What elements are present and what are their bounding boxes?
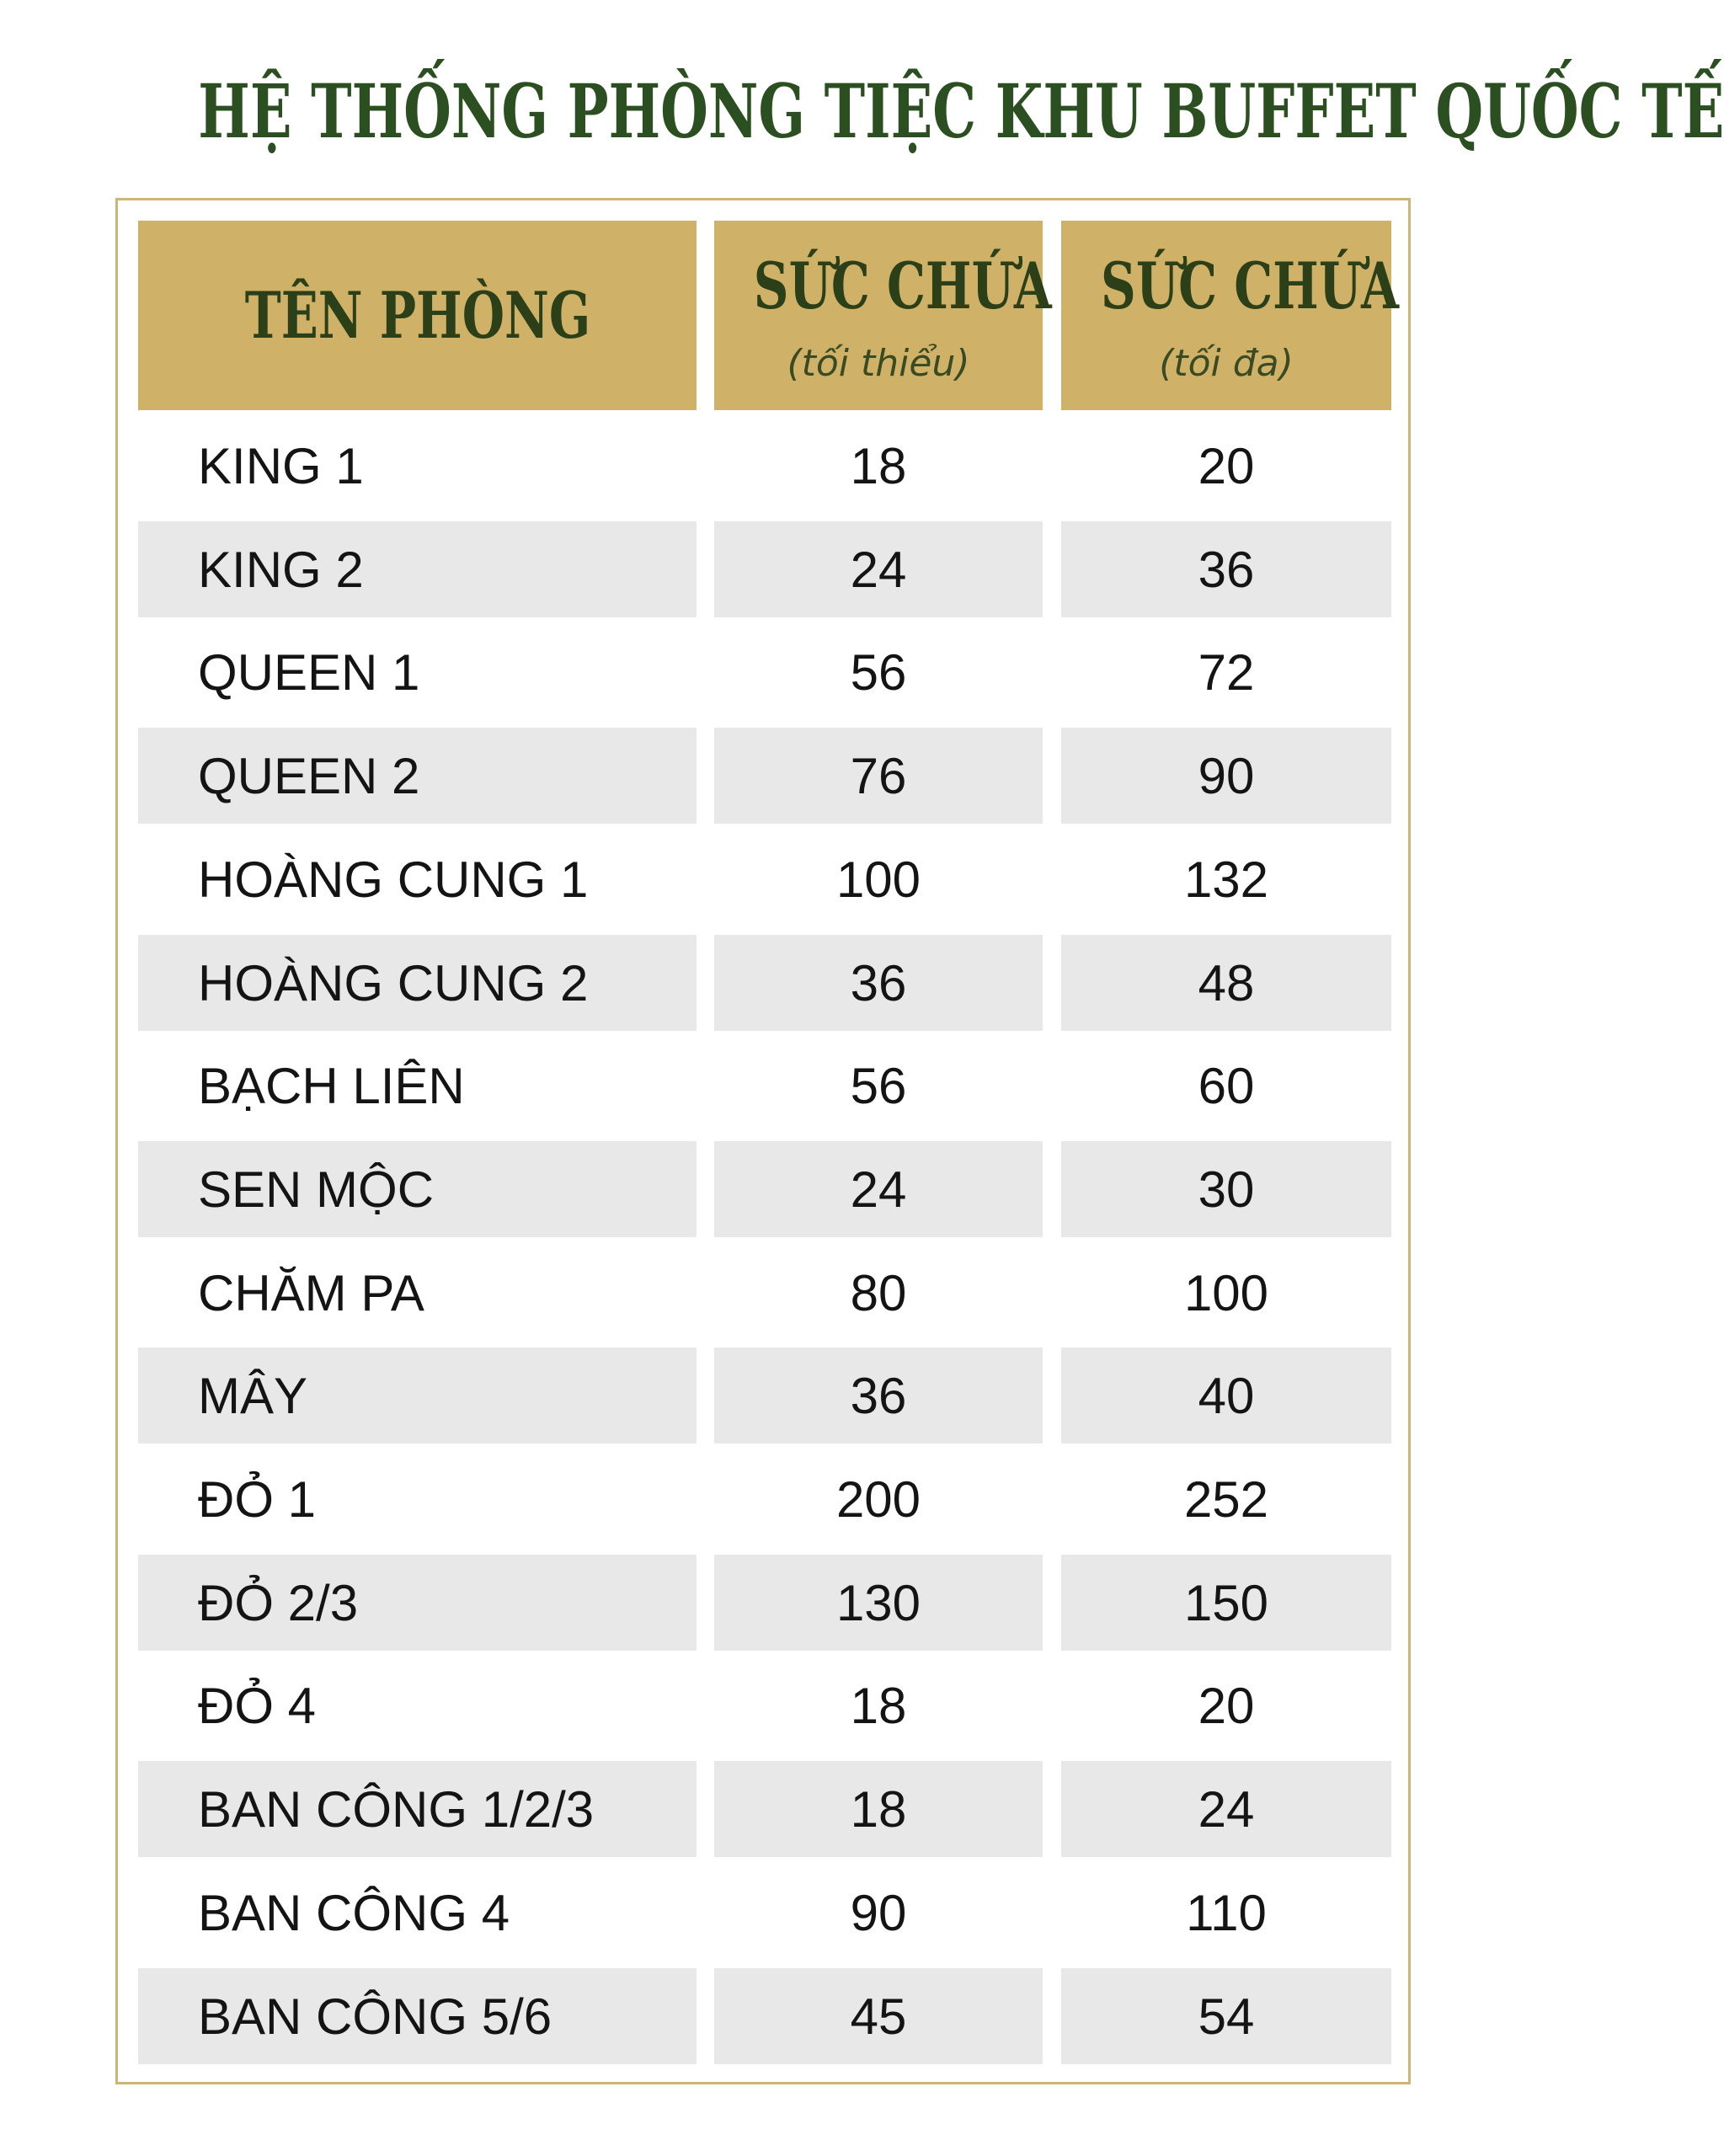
max-capacity: 30 [1198, 1161, 1255, 1218]
room-name: BAN CÔNG 5/6 [198, 1988, 552, 2045]
max-capacity: 150 [1183, 1575, 1269, 1631]
min-capacity: 56 [850, 644, 907, 701]
header-room-name-label: TÊN PHÒNG [244, 277, 590, 353]
min-capacity: 36 [850, 1368, 907, 1424]
room-name: KING 2 [198, 542, 364, 598]
room-name: SEN MỘC [198, 1161, 435, 1218]
max-capacity: 132 [1183, 851, 1269, 908]
max-capacity: 40 [1198, 1368, 1255, 1424]
room-name: KING 1 [198, 438, 364, 494]
header-max-capacity-label: SỨC CHỨA [1101, 248, 1399, 323]
min-capacity: 18 [850, 1678, 907, 1734]
page-title: HỆ THỐNG PHÒNG TIỆC KHU BUFFET QUỐC TẾ [198, 67, 1724, 155]
min-capacity: 45 [850, 1988, 907, 2045]
header-min-capacity [714, 221, 1052, 410]
max-capacity: 100 [1183, 1265, 1269, 1321]
min-capacity: 18 [850, 438, 907, 494]
max-capacity: 20 [1198, 1678, 1255, 1734]
room-name: QUEEN 2 [198, 748, 420, 804]
min-capacity: 100 [835, 851, 921, 908]
room-name: BAN CÔNG 4 [198, 1885, 510, 1941]
min-capacity: 18 [850, 1781, 907, 1838]
room-name: HOÀNG CUNG 2 [198, 955, 589, 1011]
header-max-capacity [1061, 221, 1399, 410]
header-room-name [138, 221, 697, 410]
header-max-capacity-sublabel: (tối đa) [1159, 342, 1294, 385]
max-capacity: 20 [1198, 438, 1255, 494]
max-capacity: 48 [1198, 955, 1255, 1011]
min-capacity: 24 [850, 1161, 907, 1218]
min-capacity: 24 [850, 542, 907, 598]
min-capacity: 56 [850, 1058, 907, 1114]
header-min-capacity-sublabel: (tối thiểu) [787, 342, 970, 385]
room-name: CHĂM PA [198, 1265, 424, 1321]
room-name: ĐỎ 1 [198, 1471, 317, 1528]
room-name: QUEEN 1 [198, 644, 420, 701]
min-capacity: 76 [850, 748, 907, 804]
max-capacity: 60 [1198, 1058, 1255, 1114]
min-capacity: 130 [835, 1575, 921, 1631]
room-name: BAN CÔNG 1/2/3 [198, 1781, 595, 1838]
room-name: HOÀNG CUNG 1 [198, 851, 589, 908]
max-capacity: 90 [1198, 748, 1255, 804]
room-name: BẠCH LIÊN [198, 1058, 465, 1114]
min-capacity: 36 [850, 955, 907, 1011]
room-name: ĐỎ 4 [198, 1678, 317, 1734]
max-capacity: 252 [1183, 1471, 1269, 1528]
header-min-capacity-label: SỨC CHỨA [753, 248, 1052, 323]
max-capacity: 72 [1198, 644, 1255, 701]
max-capacity: 54 [1198, 1988, 1255, 2045]
max-capacity: 110 [1186, 1885, 1267, 1941]
room-name: ĐỎ 2/3 [198, 1575, 359, 1631]
max-capacity: 24 [1198, 1781, 1255, 1838]
room-name: MÂY [198, 1368, 308, 1424]
min-capacity: 90 [850, 1885, 907, 1941]
min-capacity: 200 [835, 1471, 921, 1528]
max-capacity: 36 [1198, 542, 1255, 598]
min-capacity: 80 [850, 1265, 907, 1321]
